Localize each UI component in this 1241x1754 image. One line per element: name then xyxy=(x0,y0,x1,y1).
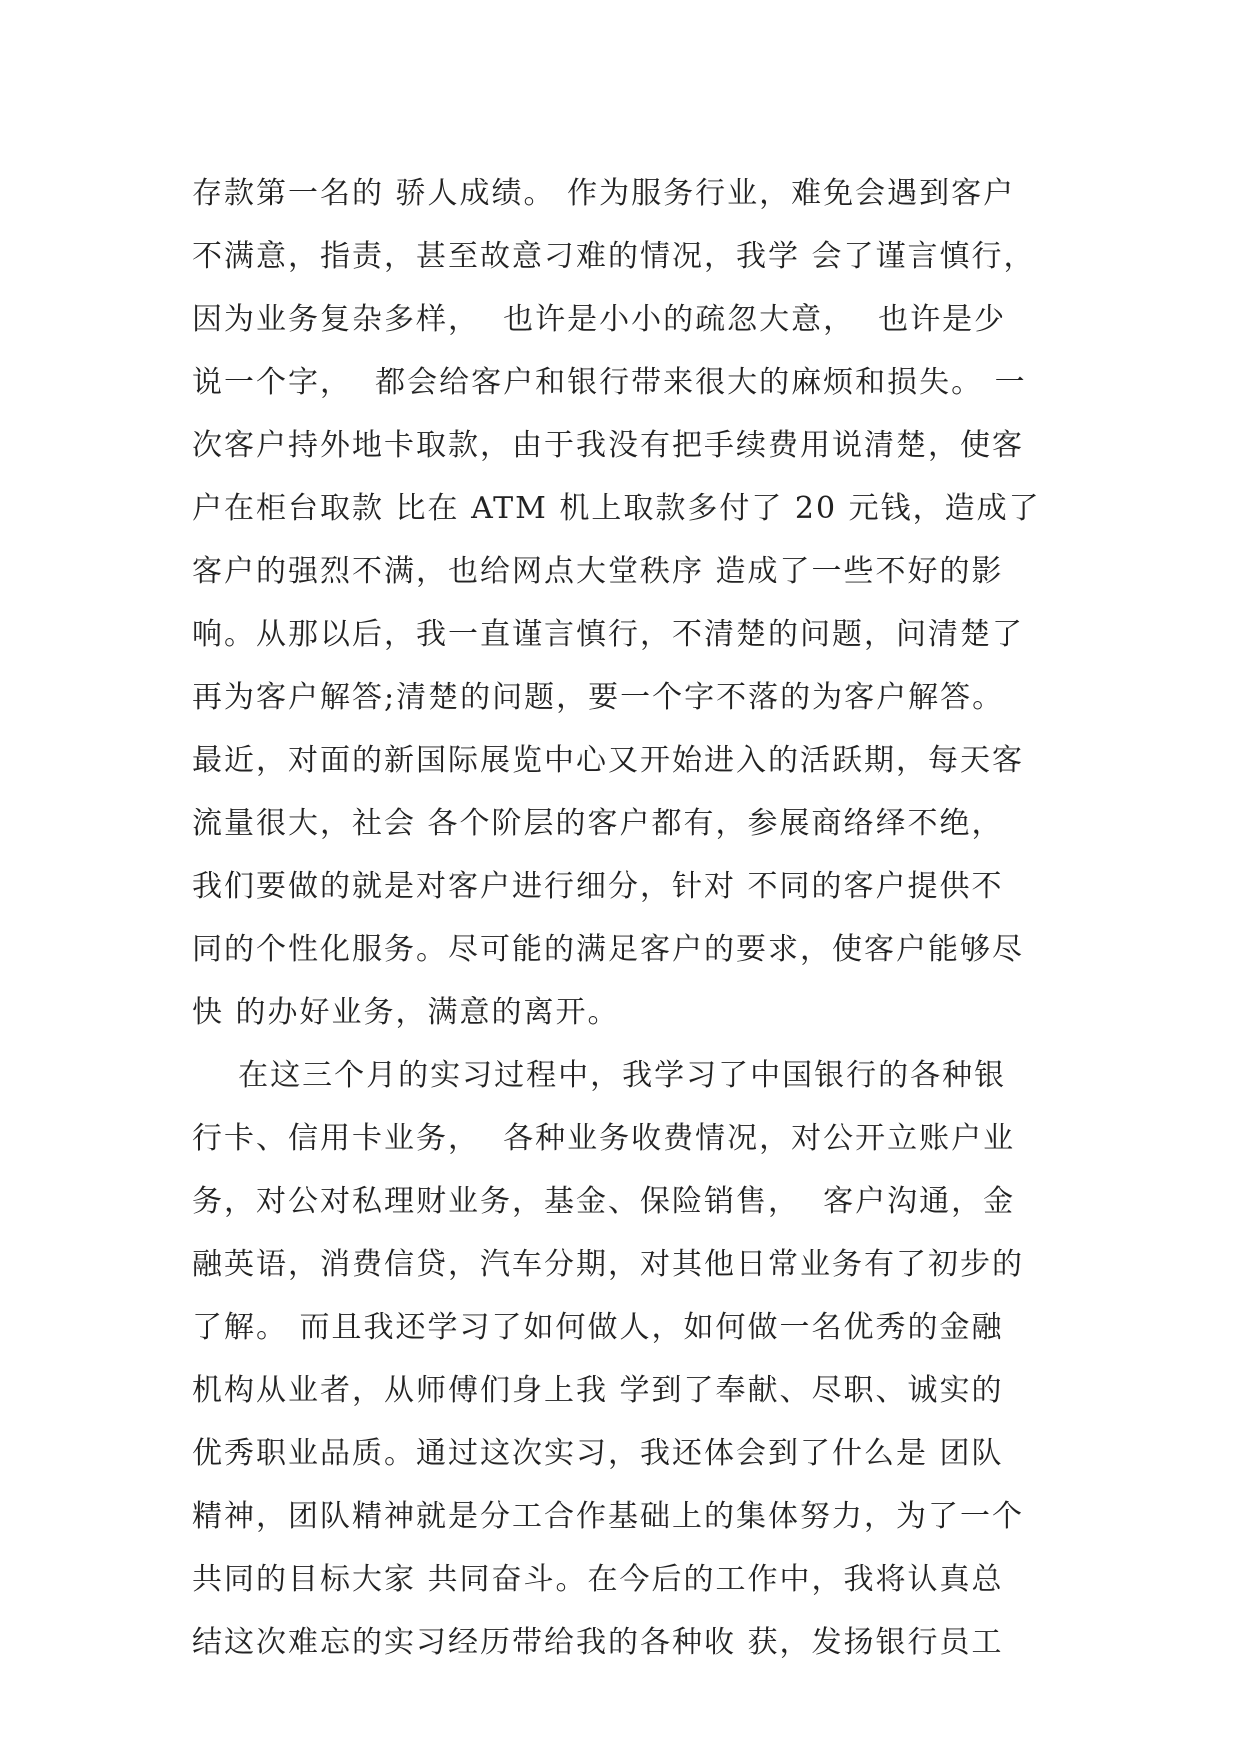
text-line: 优秀职业品质。通过这次实习，我还体会到了什么是 团队 xyxy=(192,1436,1004,1471)
text-line: 户在柜台取款 比在 ATM 机上取款多付了 20 元钱，造成了 xyxy=(192,491,1041,526)
text-line: 说一个字， 都会给客户和银行带来很大的麻烦和损失。 一 xyxy=(192,365,1027,400)
text-line: 务，对公对私理财业务，基金、保险销售， 客户沟通，金 xyxy=(192,1184,1016,1219)
text-line: 融英语，消费信贷，汽车分期，对其他日常业务有了初步的 xyxy=(192,1247,1024,1282)
text-line: 行卡、信用卡业务， 各种业务收费情况，对公开立账户业 xyxy=(192,1121,1016,1156)
text-line: 机构从业者，从师傅们身上我 学到了奉献、尽职、诚实的 xyxy=(192,1373,1004,1408)
text-line: 再为客户解答;清楚的问题，要一个字不落的为客户解答。 xyxy=(192,680,1005,715)
text-line: 存款第一名的 骄人成绩。 作为服务行业，难免会遇到客户 xyxy=(192,176,1016,211)
text-line: 我们要做的就是对客户进行细分，针对 不同的客户提供不 xyxy=(192,869,1004,904)
body-text xyxy=(192,162,1072,1674)
text-line: 客户的强烈不满，也给网点大堂秩序 造成了一些不好的影 xyxy=(192,554,1004,589)
text-line: 次客户持外地卡取款，由于我没有把手续费用说清楚，使客 xyxy=(192,428,1024,463)
text-line: 因为业务复杂多样， 也许是小小的疏忽大意， 也许是少 xyxy=(192,302,1007,337)
text-line: 在这三个月的实习过程中，我学习了中国银行的各种银 xyxy=(192,1058,1007,1093)
text-line: 了解。 而且我还学习了如何做人，如何做一名优秀的金融 xyxy=(192,1310,1004,1345)
text-line: 最近，对面的新国际展览中心又开始进入的活跃期，每天客 xyxy=(192,743,1024,778)
text-line: 共同的目标大家 共同奋斗。在今后的工作中，我将认真总 xyxy=(192,1562,1004,1597)
text-line: 精神，团队精神就是分工合作基础上的集体努力，为了一个 xyxy=(192,1499,1024,1534)
text-line: 快 的办好业务，满意的离开。 xyxy=(192,995,620,1030)
text-line: 同的个性化服务。尽可能的满足客户的要求，使客户能够尽 xyxy=(192,932,1024,967)
text-line: 响。从那以后，我一直谨言慎行，不清楚的问题，问清楚了 xyxy=(192,617,1024,652)
text-line: 不满意，指责，甚至故意刁难的情况，我学 会了谨言慎行， xyxy=(192,239,1036,274)
text-line: 结这次难忘的实习经历带给我的各种收 获，发扬银行员工 xyxy=(192,1625,1004,1660)
text-line: 流量很大，社会 各个阶层的客户都有，参展商络绎不绝， xyxy=(192,806,1004,841)
